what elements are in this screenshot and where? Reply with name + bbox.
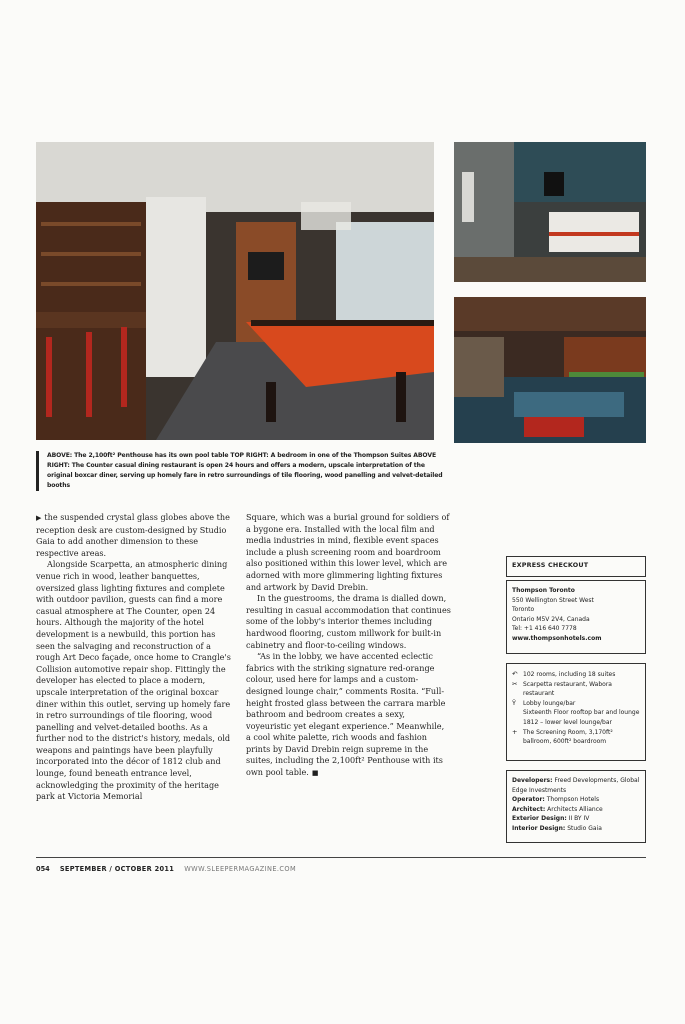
article-column-1 bbox=[36, 512, 236, 803]
meeting-icon: + bbox=[512, 727, 518, 736]
credit-interior: Interior Design: Studio Gaia bbox=[512, 824, 602, 832]
issue-date: SEPTEMBER / OCTOBER 2011 bbox=[59, 865, 175, 873]
contact-box bbox=[506, 580, 646, 654]
credit-architect: Architect: Architects Alliance bbox=[512, 805, 603, 813]
page-footer bbox=[36, 865, 296, 873]
page-number: 054 bbox=[36, 865, 50, 873]
continued-arrow-icon: ▶ bbox=[36, 514, 42, 522]
diner-photo bbox=[454, 297, 646, 443]
restaurant-icon: ✂ bbox=[512, 679, 518, 688]
article-column-2 bbox=[246, 512, 451, 780]
express-checkout-header: EXPRESS CHECKOUT bbox=[506, 556, 646, 577]
photo-caption: ABOVE: The 2,100ft² Penthouse has its own pool table TOP RIGHT: A bedroom in one of the Thompson Suites ABOVE RIGHT: The Counter casual dining restaurant is open 24 hours and offers a modern, upscale interpretation of the original boxcar diner, serving up homely fare in retro surroundings of tile flooring, wood panelling and velvet-detailed booths bbox=[36, 451, 449, 491]
paragraph: Alongside Scarpetta, an atmospheric dining venue rich in wood, leather banquettes, oversized glass lighting fixtures and complete with outdoor pavilion, guests can find a more casual atmosphere at The Counter, open 24 hours. Although the majority of the hotel development is a newbuild, this portion has seen the salvaging and reconstruction of a rough Art Deco façade, once home to Crangle's Collision automotive repair shop. Fittingly the developer has elected to place a modern, upscale interpretation of the original boxcar diner within this outlet, serving up homely fare in retro surroundings of tile flooring, wood panelling and velvet-detailed booths. As a further nod to the district's history, medals, old weapons and paintings have been playfully incorporated into the décor of 1812 club and lounge, found beneath entrance level, acknowledging the proximity of the heritage park at Victoria Memorial bbox=[36, 559, 231, 802]
address-line: Toronto bbox=[512, 606, 535, 614]
bar-icon: Ŷ bbox=[512, 698, 516, 707]
feature-rooftop: Sixteenth Floor rooftop bar and lounge bbox=[523, 709, 640, 717]
penthouse-photo bbox=[36, 142, 434, 440]
paragraph: In the guestrooms, the drama is dialled down, resulting in casual accommodation that continues some of the lobby's interior themes including hardwood flooring, custom millwork for built-in cabinetry and floor-to-ceiling windows. bbox=[246, 593, 451, 650]
feature-bar: Ŷ Lobby lounge/bar bbox=[512, 698, 576, 707]
features-box bbox=[506, 663, 646, 761]
paragraph: Square, which was a burial ground for soldiers of a bygone era. Installed with the local film and media industries in mind, flexible event spaces include a plush screening room and boardroom also positioned within this lower level, which are adorned with more glimmering lighting fixtures and artwork by David Drebin. bbox=[246, 512, 450, 592]
address-line: 550 Wellington Street West bbox=[512, 596, 594, 604]
address-line: Ontario M5V 2V4, Canada bbox=[512, 615, 590, 623]
website-link[interactable]: www.thompsonhotels.com bbox=[512, 634, 602, 642]
end-mark-icon: ■ bbox=[311, 769, 319, 778]
paragraph: ▶ the suspended crystal glass globes above the reception desk are custom-designed by Studio Gaia to add another dimension to these respective areas. bbox=[36, 512, 230, 558]
feature-restaurants: ✂ Scarpetta restaurant, Wabora restaurant bbox=[512, 679, 612, 698]
footer-divider bbox=[36, 857, 646, 858]
website-link[interactable]: WWW.SLEEPERMAGAZINE.COM bbox=[184, 865, 297, 873]
credit-developers: Developers: Freed Developments, Global Edge Investments bbox=[512, 777, 640, 794]
paragraph: “As in the lobby, we have accented eclectic fabrics with the striking signature red-orange colour, used here for lamps and a custom-designed lounge chair,” comments Rosita. “Full-height frosted glass between the carrara marble bathroom and bedroom creates a sexy, voyeuristic yet elegant experience.” Meanwhile, a cool white palette, rich woods and fashion prints by David Drebin reign supreme in the suites, including the 2,100ft² Penthouse with its own pool table. ■ bbox=[246, 651, 446, 778]
phone-number: Tel: +1 416 640 7778 bbox=[512, 625, 577, 633]
credit-operator: Operator: Thompson Hotels bbox=[512, 796, 600, 804]
credit-exterior: Exterior Design: II BY IV bbox=[512, 815, 590, 823]
feature-meeting: + The Screening Room, 3,170ft² ballroom, 600ft² boardroom bbox=[512, 727, 613, 746]
bedroom-photo bbox=[454, 142, 646, 282]
hotel-name: Thompson Toronto bbox=[512, 587, 575, 594]
bed-icon: ↶ bbox=[512, 670, 518, 678]
credits-box bbox=[506, 770, 646, 843]
feature-rooms: ↶ 102 rooms, including 18 suites bbox=[512, 670, 616, 678]
feature-lounge: 1812 – lower level lounge/bar bbox=[523, 718, 612, 726]
